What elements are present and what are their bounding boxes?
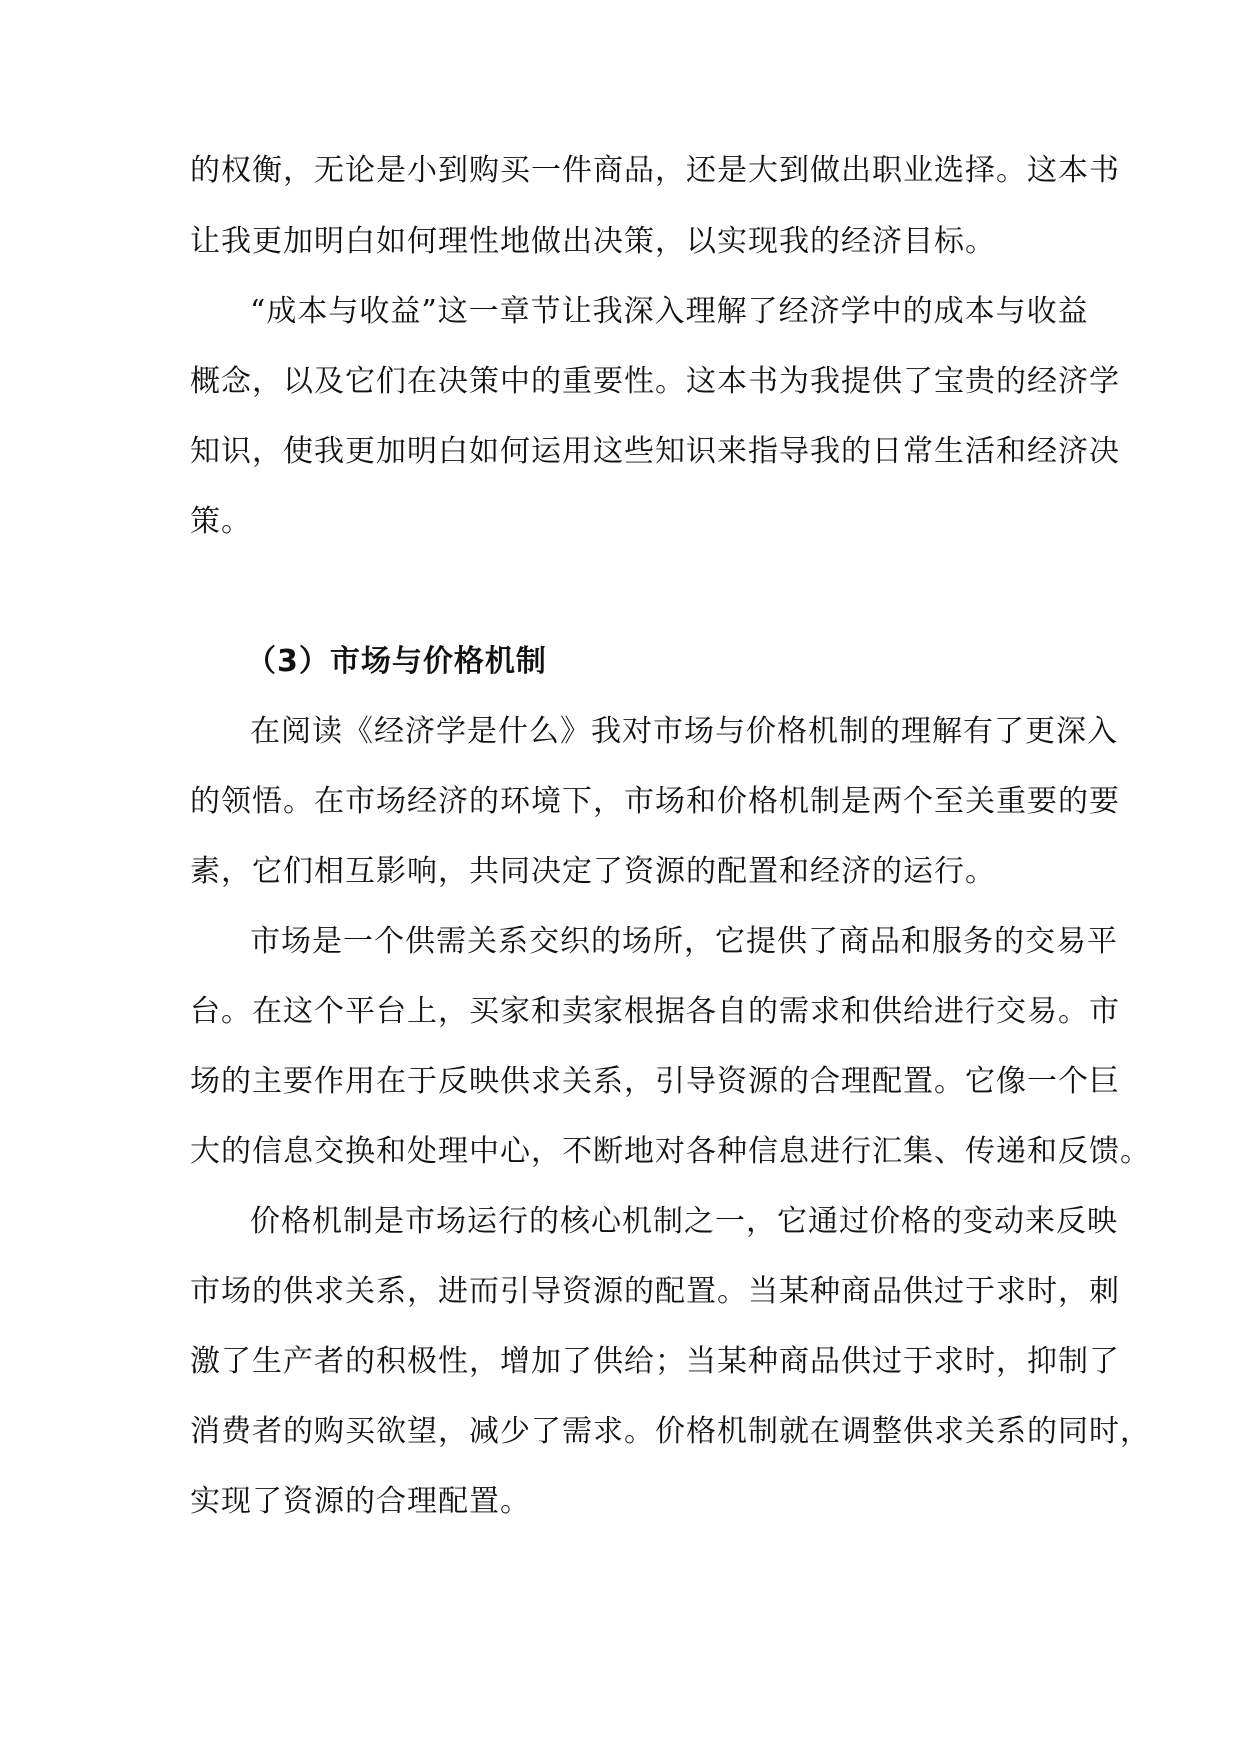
paragraph-line: 激了生产者的积极性，增加了供给；当某种商品供过于求时，抑制了 <box>190 1344 1120 1379</box>
paragraph-line: 消费者的购买欲望，减少了需求。价格机制就在调整供求关系的同时， <box>190 1414 1151 1449</box>
section-heading: （3）市场与价格机制 <box>246 644 547 679</box>
paragraph-line: 素，它们相互影响，共同决定了资源的配置和经济的运行。 <box>190 854 996 889</box>
paragraph-line: 市场的供求关系，进而引导资源的配置。当某种商品供过于求时，刺 <box>190 1274 1120 1309</box>
paragraph-line: 让我更加明白如何理性地做出决策，以实现我的经济目标。 <box>190 224 996 259</box>
paragraph-line: “成本与收益”这一章节让我深入理解了经济学中的成本与收益 <box>250 294 1089 329</box>
paragraph-line: 市场是一个供需关系交织的场所，它提供了商品和服务的交易平 <box>250 924 1118 959</box>
paragraph-line: 的权衡，无论是小到购买一件商品，还是大到做出职业选择。这本书 <box>190 153 1120 188</box>
paragraph-line: 价格机制是市场运行的核心机制之一，它通过价格的变动来反映 <box>250 1204 1118 1239</box>
paragraph-line: 场的主要作用在于反映供求关系，引导资源的合理配置。它像一个巨 <box>190 1064 1120 1099</box>
paragraph-line: 大的信息交换和处理中心，不断地对各种信息进行汇集、传递和反馈。 <box>190 1134 1151 1169</box>
paragraph-line: 策。 <box>190 504 252 539</box>
paragraph-line: 在阅读《经济学是什么》我对市场与价格机制的理解有了更深入 <box>250 714 1118 749</box>
paragraph-line: 的领悟。在市场经济的环境下，市场和价格机制是两个至关重要的要 <box>190 784 1120 819</box>
paragraph-line: 概念，以及它们在决策中的重要性。这本书为我提供了宝贵的经济学 <box>190 364 1120 399</box>
paragraph-line: 实现了资源的合理配置。 <box>190 1484 531 1519</box>
paragraph-line: 知识，使我更加明白如何运用这些知识来指导我的日常生活和经济决 <box>190 434 1120 469</box>
paragraph-line: 台。在这个平台上，买家和卖家根据各自的需求和供给进行交易。市 <box>190 994 1120 1029</box>
